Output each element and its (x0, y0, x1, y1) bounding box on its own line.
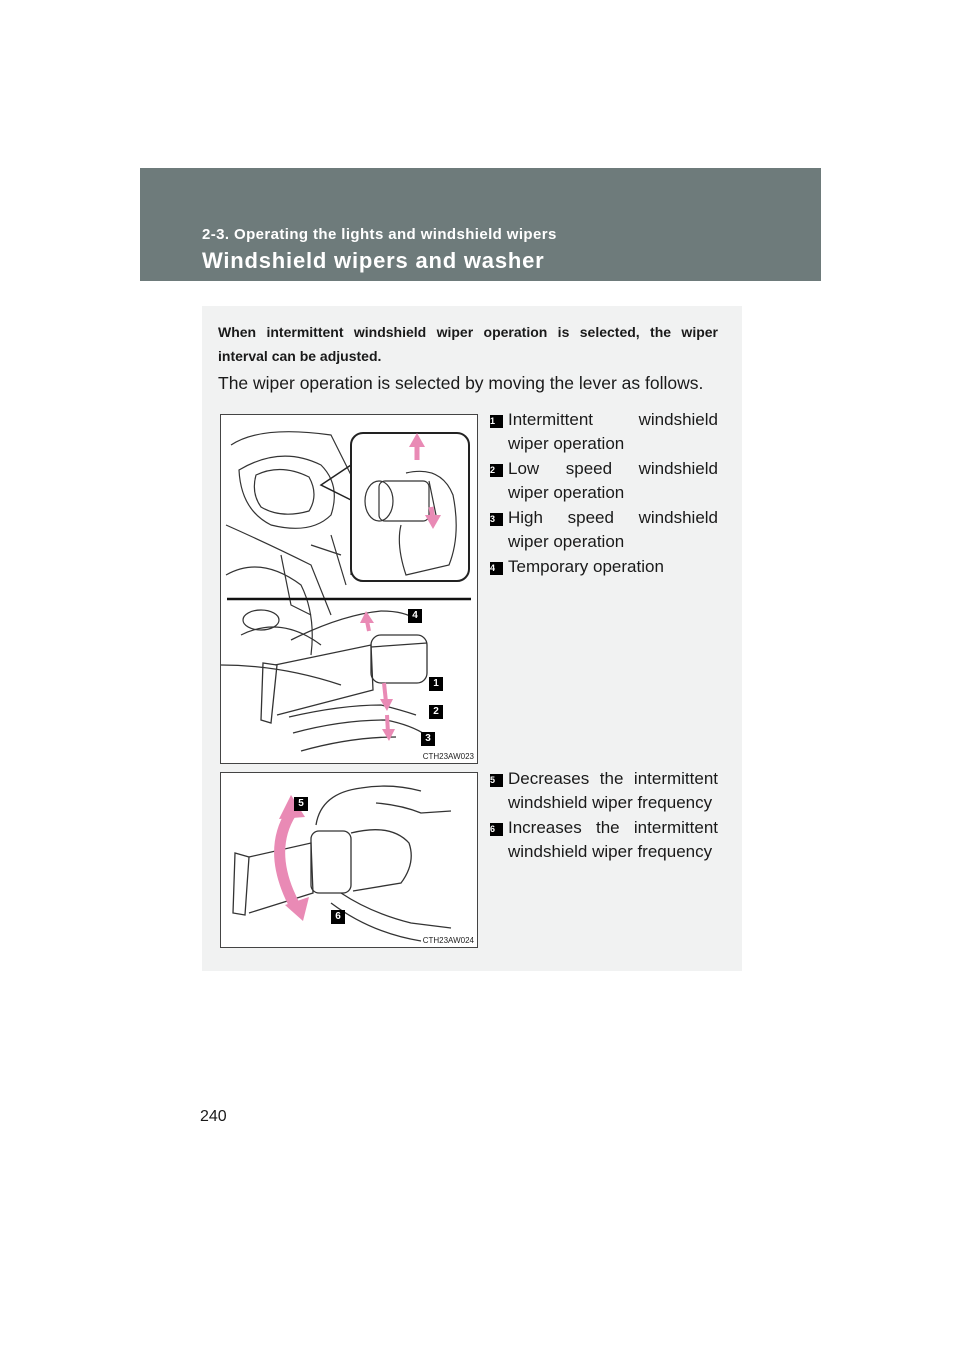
callout-1: 1 (429, 677, 443, 691)
callout-4: 4 (408, 609, 422, 623)
callout-6: 6 (331, 910, 345, 924)
page-header (140, 168, 821, 281)
step-number: 2 (490, 464, 503, 477)
figure-code: CTH23AW023 (422, 752, 474, 761)
list-item (490, 767, 718, 815)
section-label: 2-3. Operating the lights and windshield wipers (202, 226, 557, 243)
step-text: Decreases the intermittent windshield wiper frequency (508, 769, 718, 812)
figure-interval-dial (220, 772, 478, 948)
list-item (490, 408, 718, 456)
step-text: Intermittent windshield wiper operation (508, 410, 718, 453)
step-text: Temporary operation (508, 557, 664, 576)
figure-code: CTH23AW024 (422, 936, 474, 945)
step-number: 3 (490, 513, 503, 526)
page-number: 240 (200, 1108, 227, 1125)
intro-text: When intermittent windshield wiper operation is selected, the wiper interval can be adjusted. (218, 324, 718, 364)
page-title: Windshield wipers and washer (202, 248, 545, 273)
list-item (490, 816, 718, 864)
step-number: 1 (490, 415, 503, 428)
step-number: 5 (490, 774, 503, 787)
step-number: 4 (490, 562, 503, 575)
interval-dial-illustration (221, 773, 477, 947)
step-number: 6 (490, 823, 503, 836)
step-text: High speed windshield wiper operation (508, 508, 718, 551)
list-item (490, 506, 718, 554)
list-item (490, 555, 718, 579)
lead-text: The wiper operation is selected by moving the lever as follows. (218, 373, 704, 393)
step-text: Increases the intermittent windshield wiper frequency (508, 818, 718, 861)
figure-wiper-lever (220, 414, 478, 764)
callout-5: 5 (294, 797, 308, 811)
callout-3: 3 (421, 732, 435, 746)
step-text: Low speed windshield wiper operation (508, 459, 718, 502)
callout-2: 2 (429, 705, 443, 719)
list-item (490, 457, 718, 505)
step-list-2 (490, 767, 718, 865)
step-list-1 (490, 408, 718, 580)
